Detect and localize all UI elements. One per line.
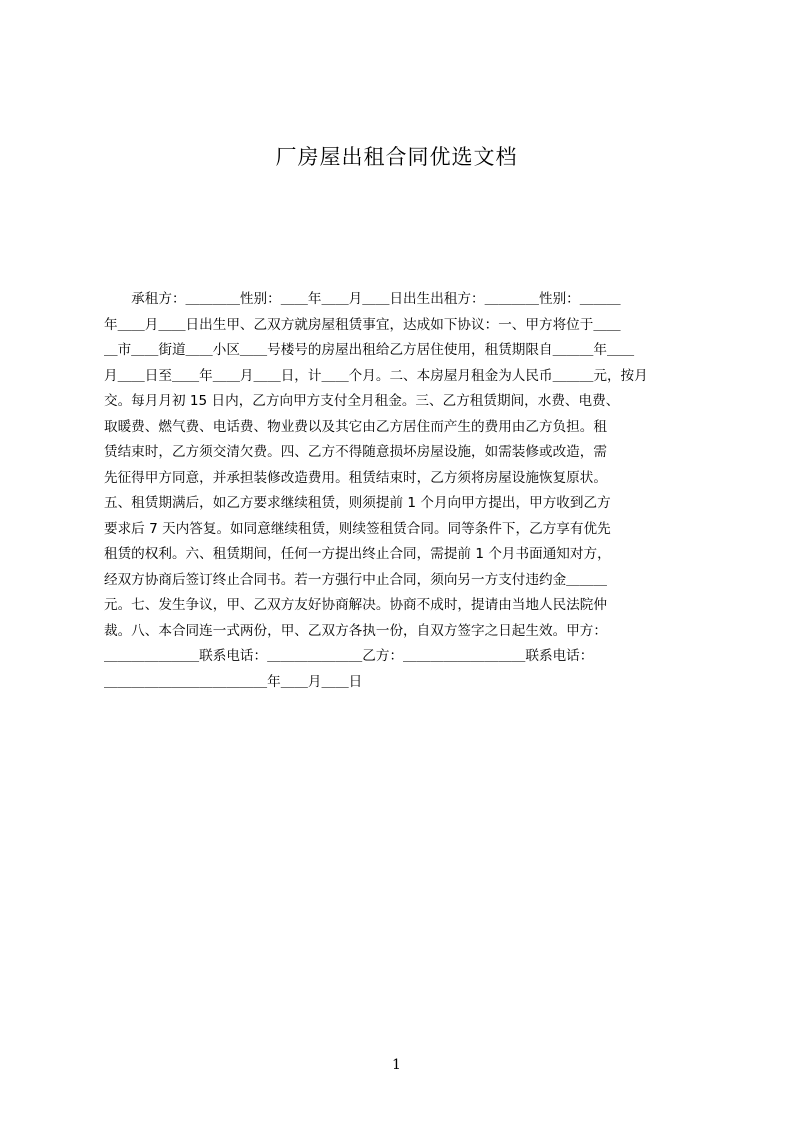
body-line: 五、租赁期满后，如乙方要求继续租赁，则须提前 1 个月向甲方提出，甲方收到乙方 <box>104 495 611 511</box>
body-line: ＿＿＿＿＿＿＿联系电话：＿＿＿＿＿＿＿乙方：＿＿＿＿＿＿＿＿＿联系电话： <box>104 648 594 664</box>
body-line: 年＿＿月＿＿日出生甲、乙双方就房屋租赁事宜，达成如下协议：一、甲方将位于＿＿ <box>104 316 621 333</box>
body-line: ＿市＿＿街道＿＿小区＿＿号楼号的房屋出租给乙方居住使用，租赁期限自＿＿＿年＿＿ <box>104 342 635 358</box>
body-line: 经双方协商后签订终止合同书。若一方强行中止合同，须向另一方支付违约金＿＿＿ <box>104 571 607 588</box>
page-number: 1 <box>392 1057 401 1073</box>
body-line: 先征得甲方同意，并承担装修改造费用。租赁结束时，乙方须将房屋设施恢复原状。 <box>104 469 607 486</box>
body-line: 租赁的权利。六、租赁期间，任何一方提出终止合同，需提前 1 个月书面通知对方， <box>104 546 611 562</box>
body-line: 赁结束时，乙方须交清欠费。四、乙方不得随意损坏房屋设施，如需装修或改造，需 <box>104 444 607 460</box>
contract-body <box>104 287 701 695</box>
body-line: 裁。八、本合同连一式两份，甲、乙双方各执一份，自双方签字之日起生效。甲方： <box>104 622 607 639</box>
body-line: 月＿＿日至＿＿年＿＿月＿＿日，计＿＿个月。二、本房屋月租金为人民币＿＿＿元，按月 <box>104 367 648 384</box>
body-line: 承租方：＿＿＿＿性别：＿＿年＿＿月＿＿日出生出租方：＿＿＿＿性别：＿＿＿ <box>104 291 621 307</box>
body-line: 交。每月月初 15 日内，乙方向甲方支付全月租金。三、乙方租赁期间，水费、电费、 <box>104 393 620 409</box>
body-line: 元。七、发生争议，甲、乙双方友好协商解决。协商不成时，提请由当地人民法院仲 <box>104 597 607 613</box>
body-line: 要求后 7 天内答复。如同意继续租赁，则续签租赁合同。同等条件下，乙方享有优先 <box>104 520 611 537</box>
body-line: ＿＿＿＿＿＿＿＿＿＿＿＿年＿＿月＿＿日 <box>104 673 363 690</box>
body-line: 取暖费、燃气费、电话费、物业费以及其它由乙方居住而产生的费用由乙方负担。租 <box>104 418 607 435</box>
document-title: 厂房屋出租合同优选文档 <box>275 145 518 169</box>
